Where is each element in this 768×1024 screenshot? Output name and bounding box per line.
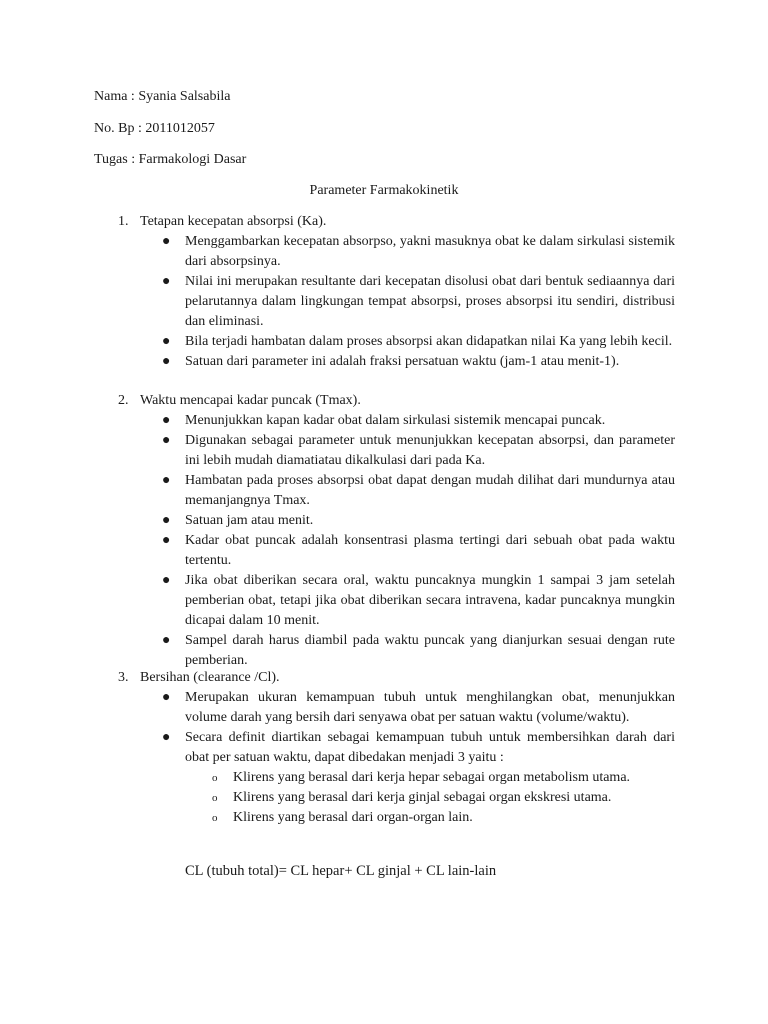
section-number: 3. xyxy=(118,670,129,685)
circle-bullet-icon: o xyxy=(212,772,218,784)
bullet-icon: ● xyxy=(162,730,171,745)
circle-bullet-icon: o xyxy=(212,792,218,804)
list-item xyxy=(118,232,675,272)
bullet-list xyxy=(118,411,675,671)
bullet-icon: ● xyxy=(162,433,171,448)
section-number: 2. xyxy=(118,393,129,408)
student-name: Nama : Syania Salsabila xyxy=(94,89,231,104)
list-item xyxy=(118,332,675,352)
bullet-icon: ● xyxy=(162,533,171,548)
section-number: 1. xyxy=(118,214,129,229)
list-item-text: Satuan dari parameter ini adalah fraksi persatuan waktu (jam-1 atau menit-1). xyxy=(185,354,620,369)
list-item-text: Menunjukkan kapan kadar obat dalam sirkulasi sistemik mencapai puncak. xyxy=(185,413,606,428)
list-item-text: Kadar obat puncak adalah konsentrasi plasma tertingi dari sebuah obat pada waktu tertentu. xyxy=(185,533,675,568)
bullet-icon: ● xyxy=(162,633,171,648)
list-item-text: Digunakan sebagai parameter untuk menunjukkan kecepatan absorpsi, dan parameter ini lebih mudah diamatiatau dikalkulasi dari pada Ka. xyxy=(185,433,675,468)
student-number: No. Bp : 2011012057 xyxy=(94,121,215,136)
bullet-icon: ● xyxy=(162,413,171,428)
clearance-formula: CL (tubuh total)= CL hepar+ CL ginjal + CL lain-lain xyxy=(185,863,497,879)
section-heading xyxy=(118,391,675,411)
list-item-text: Bila terjadi hambatan dalam proses absorpsi akan didapatkan nilai Ka yang lebih kecil. xyxy=(185,334,673,349)
list-item-text: Merupakan ukuran kemampuan tubuh untuk menghilangkan obat, menunjukkan volume darah yang bersih dari senyawa obat per satuan waktu (volume/waktu). xyxy=(185,690,675,725)
list-item xyxy=(118,688,675,728)
list-item xyxy=(118,272,675,332)
section-heading xyxy=(118,668,675,688)
assignment-subject: Tugas : Farmakologi Dasar xyxy=(94,152,247,167)
list-item xyxy=(118,411,675,431)
bullet-list xyxy=(118,232,675,372)
bullet-icon: ● xyxy=(162,274,171,289)
sub-list-item-text: Klirens yang berasal dari kerja hepar sebagai organ metabolism utama. xyxy=(233,770,631,785)
sub-bullet-list xyxy=(118,768,675,828)
bullet-icon: ● xyxy=(162,354,171,369)
bullet-icon: ● xyxy=(162,690,171,705)
list-item xyxy=(118,531,675,571)
section-2 xyxy=(118,391,675,671)
bullet-icon: ● xyxy=(162,234,171,249)
bullet-icon: ● xyxy=(162,573,171,588)
list-item-text: Jika obat diberikan secara oral, waktu puncaknya mungkin 1 sampai 3 jam setelah pemberian obat, tetapi jika obat diberikan secara intravena, kadar puncaknya mungkin dicapai dalam 10 menit. xyxy=(185,573,675,628)
section-title: Waktu mencapai kadar puncak (Tmax). xyxy=(140,393,361,408)
circle-bullet-icon: o xyxy=(212,812,218,824)
sub-list-item-text: Klirens yang berasal dari kerja ginjal sebagai organ ekskresi utama. xyxy=(233,790,612,805)
list-item-text: Nilai ini merupakan resultante dari kecepatan disolusi obat dari bentuk sediaannya dari pelarutannya dalam lingkungan tempat absorpsi, proses absorpsi itu sendiri, distribusi dan eliminasi. xyxy=(185,274,675,329)
list-item xyxy=(118,471,675,511)
list-item-text: Hambatan pada proses absorpsi obat dapat dengan mudah dilihat dari mundurnya atau memanjangnya Tmax. xyxy=(185,473,675,508)
list-item-text: Menggambarkan kecepatan absorpso, yakni masuknya obat ke dalam sirkulasi sistemik dari absorpsinya. xyxy=(185,234,675,269)
section-heading xyxy=(118,212,675,232)
section-title: Tetapan kecepatan absorpsi (Ka). xyxy=(140,214,327,229)
document-title: Parameter Farmakokinetik xyxy=(309,183,459,198)
bullet-icon: ● xyxy=(162,334,171,349)
list-item xyxy=(118,571,675,631)
list-item xyxy=(118,511,675,531)
sub-list-item xyxy=(118,768,675,788)
bullet-list xyxy=(118,688,675,768)
sub-list-item xyxy=(118,808,675,828)
sub-list-item xyxy=(118,788,675,808)
list-item-text: Sampel darah harus diambil pada waktu puncak yang dianjurkan sesuai dengan rute pemberian. xyxy=(185,633,675,668)
list-item-text: Satuan jam atau menit. xyxy=(185,513,314,528)
list-item-text: Secara definit diartikan sebagai kemampuan tubuh untuk membersihkan darah dari obat per satuan waktu, dapat dibedakan menjadi 3 yaitu : xyxy=(185,730,675,765)
list-item xyxy=(118,431,675,471)
section-1 xyxy=(118,212,675,372)
section-3 xyxy=(118,668,675,828)
bullet-icon: ● xyxy=(162,473,171,488)
sub-list-item-text: Klirens yang berasal dari organ-organ lain. xyxy=(233,810,473,825)
list-item xyxy=(118,728,675,768)
list-item xyxy=(118,352,675,372)
list-item xyxy=(118,631,675,671)
section-title: Bersihan (clearance /Cl). xyxy=(140,670,280,685)
bullet-icon: ● xyxy=(162,513,171,528)
